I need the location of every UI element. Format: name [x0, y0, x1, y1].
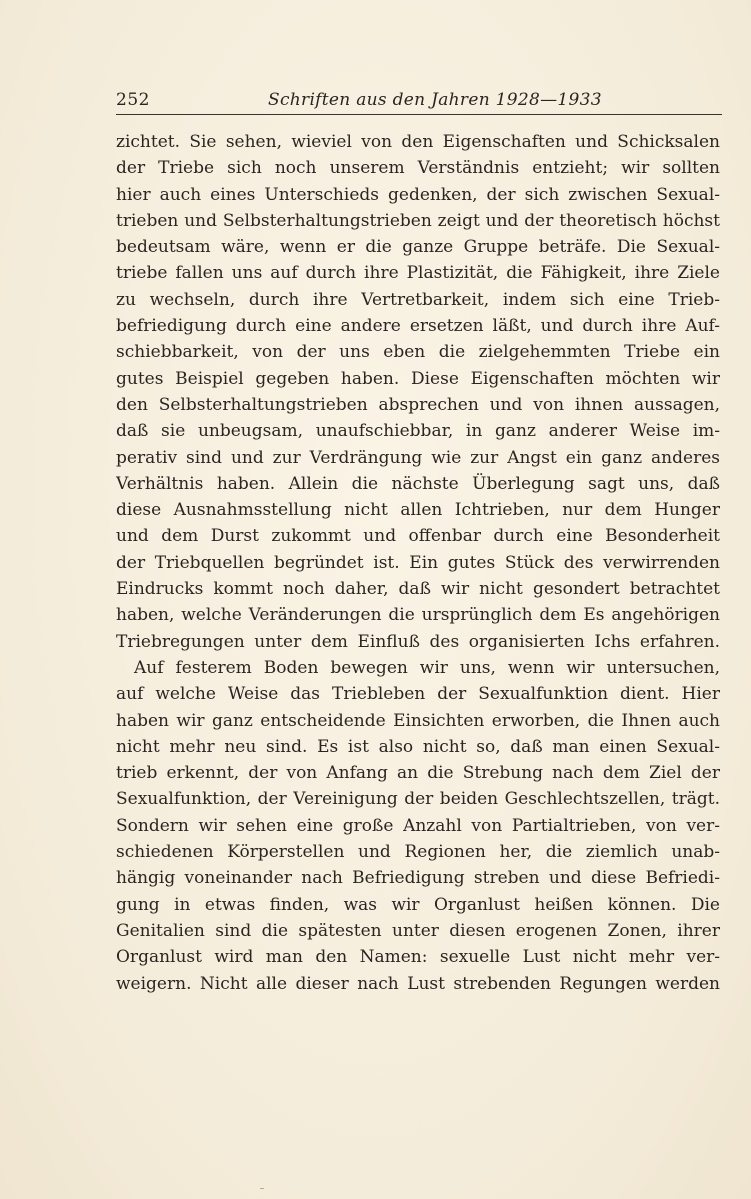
text-line: Eindrucks kommt noch daher, daß wir nicht gesondert betrachtet: [116, 579, 720, 600]
text-line: Sexualfunktion, der Vereinigung der beiden Geschlechtszellen, trägt.: [116, 789, 720, 810]
body-text: [116, 129, 720, 997]
text-line: gutes Beispiel gegeben haben. Diese Eigenschaften möchten wir: [116, 368, 720, 389]
text-line: hängig voneinander nach Befriedigung streben und diese Befriedi-: [116, 868, 720, 889]
text-line: Verhältnis haben. Allein die nächste Überlegung sagt uns, daß: [116, 473, 720, 494]
text-line: Organlust wird man den Namen: sexuelle Lust nicht mehr ver-: [116, 947, 720, 968]
text-line: Auf festerem Boden bewegen wir uns, wenn wir untersuchen,: [134, 657, 720, 678]
text-line: Sondern wir sehen eine große Anzahl von Partialtrieben, von ver-: [116, 815, 720, 836]
text-line: daß sie unbeugsam, unaufschiebbar, in ganz anderer Weise im-: [116, 421, 720, 442]
text-line: schiebbarkeit, von der uns eben die zielgehemmten Triebe ein: [116, 342, 720, 363]
text-line: bedeutsam wäre, wenn er die ganze Gruppe beträfe. Die Sexual-: [116, 237, 720, 258]
text-line: schiedenen Körperstellen und Regionen her, die ziemlich unab-: [116, 842, 720, 863]
text-line: triebe fallen uns auf durch ihre Plastizität, die Fähigkeit, ihre Ziele: [116, 263, 720, 284]
text-line: zichtet. Sie sehen, wieviel von den Eigenschaften und Schicksalen: [116, 132, 720, 152]
text-line: haben, welche Veränderungen die ursprünglich dem Es angehörigen: [116, 605, 720, 626]
text-line: gung in etwas finden, was wir Organlust heißen können. Die: [116, 894, 720, 915]
page-number: 252: [116, 90, 150, 110]
text-line: diese Ausnahmsstellung nicht allen Ichtrieben, nur dem Hunger: [116, 500, 720, 521]
paper-speck: [260, 1188, 264, 1189]
page-header: [116, 90, 722, 118]
text-line: trieb erkennt, der von Anfang an die Strebung nach dem Ziel der: [116, 763, 720, 784]
text-line: haben wir ganz entscheidende Einsichten erworben, die Ihnen auch: [116, 710, 720, 731]
text-line: auf welche Weise das Triebleben der Sexualfunktion dient. Hier: [116, 684, 720, 705]
text-line: trieben und Selbsterhaltungstrieben zeigt und der theoretisch höchst: [116, 210, 720, 231]
text-line: weigern. Nicht alle dieser nach Lust strebenden Regungen werden: [116, 973, 720, 994]
running-title: Schriften aus den Jahren 1928—1933: [268, 90, 602, 110]
text-line: Genitalien sind die spätesten unter diesen erogenen Zonen, ihrer: [116, 920, 720, 941]
text-line: der Triebquellen begründet ist. Ein gutes Stück des verwirrenden: [116, 552, 720, 573]
text-line: nicht mehr neu sind. Es ist also nicht so, daß man einen Sexual-: [116, 736, 720, 757]
text-line: hier auch eines Unterschieds gedenken, der sich zwischen Sexual-: [116, 184, 720, 205]
text-line: der Triebe sich noch unserem Verständnis entzieht; wir sollten: [116, 158, 720, 179]
text-line: und dem Durst zukommt und offenbar durch eine Besonderheit: [116, 526, 720, 547]
text-line: den Selbsterhaltungstrieben absprechen und von ihnen aussagen,: [116, 394, 720, 415]
text-line: Triebregungen unter dem Einfluß des organisierten Ichs erfahren.: [116, 631, 720, 652]
text-line: perativ sind und zur Verdrängung wie zur Angst ein ganz anderes: [116, 447, 720, 468]
text-line: zu wechseln, durch ihre Vertretbarkeit, indem sich eine Trieb-: [116, 289, 720, 310]
text-line: befriedigung durch eine andere ersetzen läßt, und durch ihre Auf-: [116, 316, 720, 337]
header-rule: [116, 114, 722, 115]
